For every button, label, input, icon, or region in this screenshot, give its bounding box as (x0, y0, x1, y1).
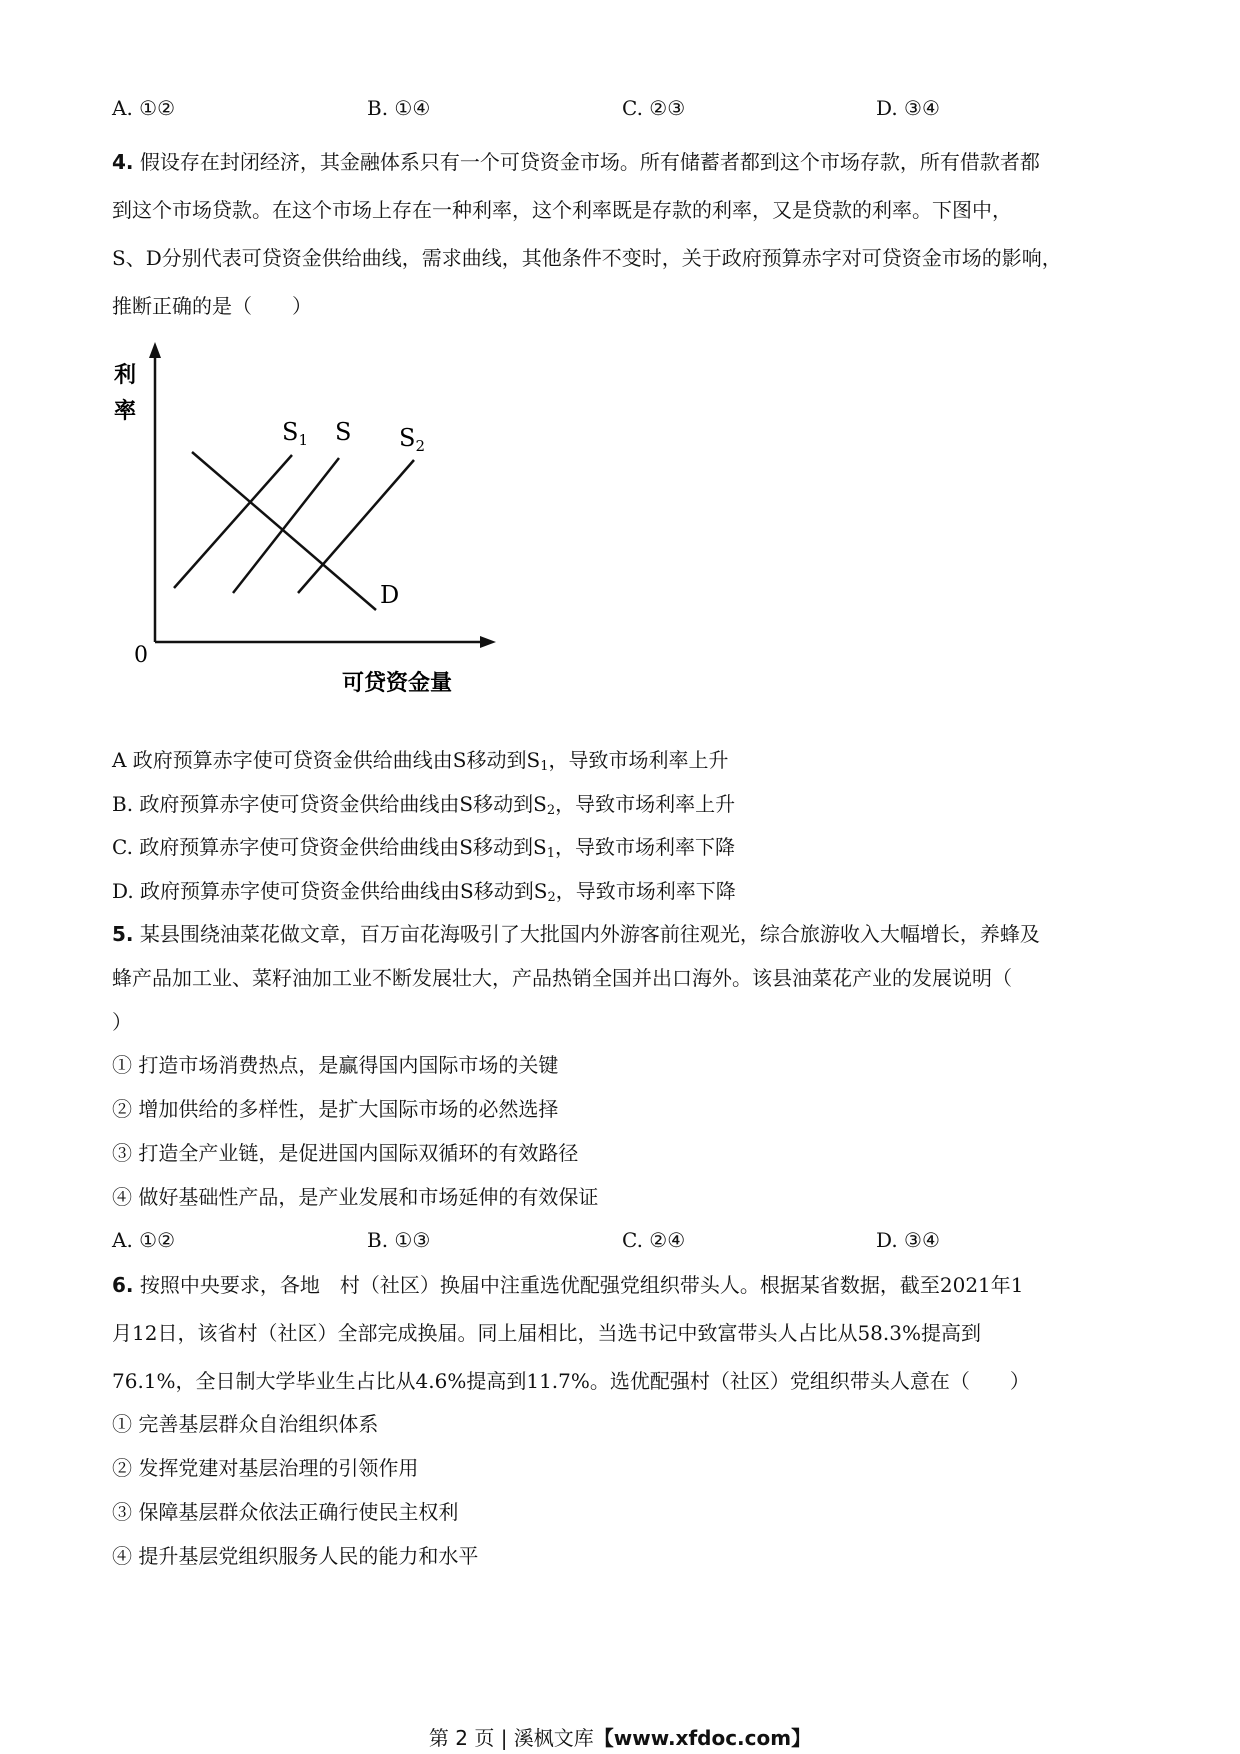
site-url[interactable]: 【www.xfdoc.com】 (593, 1726, 812, 1750)
loanable-funds-graph (112, 340, 512, 700)
y-axis-label-1: 利 (114, 362, 137, 388)
q4-stem-line-2: 到这个市场贷款。在这个市场上存在一种利率，这个利率既是存款的利率，又是贷款的利率。下图中， (112, 198, 1012, 222)
s-label: S (335, 418, 352, 446)
q4-stem-line-1: 4. 假设存在封闭经济，其金融体系只有一个可贷资金市场。所有储蓄者都到这个市场存款，所有借款者都 (112, 150, 1040, 174)
q5-stem-line-2: 蜂产品加工业、菜籽油加工业不断发展壮大，产品热销全国并出口海外。该县油菜花产业的发展说明（ (112, 966, 1012, 990)
q6-number: 6. (112, 1273, 134, 1297)
curve-s (233, 458, 339, 593)
origin-label: 0 (134, 643, 148, 668)
x-axis-label: 可贷资金量 (342, 670, 453, 696)
q5-number: 5. (112, 922, 134, 946)
q5-item-1: ① 打造市场消费热点，是赢得国内国际市场的关键 (112, 1053, 559, 1077)
site-name: 溪枫文库 (513, 1726, 594, 1750)
y-axis-label-2: 率 (114, 398, 137, 424)
q6-item-2: ② 发挥党建对基层治理的引领作用 (112, 1456, 419, 1480)
q5-option-d: D. ③④ (876, 1228, 940, 1252)
q5-item-4: ④ 做好基础性产品，是产业发展和市场延伸的有效保证 (112, 1185, 599, 1209)
curve-d (192, 452, 376, 610)
q6-item-4: ④ 提升基层党组织服务人民的能力和水平 (112, 1544, 479, 1568)
q3-option-d: D. ③④ (876, 96, 940, 120)
q5-option-c: C. ②④ (622, 1228, 686, 1252)
page-footer: 第 2 页 | 溪枫文库【www.xfdoc.com】 (428, 1726, 812, 1750)
q5-stem-line-3: ） (112, 1010, 132, 1034)
q5-option-b: B. ①③ (367, 1228, 431, 1252)
q6-item-3: ③ 保障基层群众依法正确行使民主权利 (112, 1500, 459, 1524)
q4-option-b: B. 政府预算赤字使可贷资金供给曲线由S移动到$S_2$，导致市场利率上升 (112, 792, 736, 818)
q6-stem-line-3: 76.1%，全日制大学毕业生占比从4.6%提高到11.7%。选优配强村（社区）党组织带头人意在（ ） (112, 1369, 1030, 1393)
q6-item-1: ① 完善基层群众自治组织体系 (112, 1412, 379, 1436)
q3-option-b: B. ①④ (367, 96, 431, 120)
q4-stem-line-3: S、D分别代表可贷资金供给曲线，需求曲线，其他条件不变时，关于政府预算赤字对可贷资金市场的影响， (112, 246, 1062, 270)
q4-stem-line-4: 推断正确的是（ ） (112, 294, 312, 318)
curve-s2 (298, 460, 414, 593)
q5-item-2: ② 增加供给的多样性，是扩大国际市场的必然选择 (112, 1097, 559, 1121)
q4-option-a: A 政府预算赤字使可贷资金供给曲线由S移动到$S_1$，导致市场利率上升 (112, 748, 729, 774)
q5-stem-line-1: 5. 某县围绕油菜花做文章，百万亩花海吸引了大批国内外游客前往观光，综合旅游收入大幅增长，养蜂及 (112, 922, 1040, 946)
q5-item-3: ③ 打造全产业链，是促进国内国际双循环的有效路径 (112, 1141, 579, 1165)
q3-option-a: A. ①② (112, 96, 176, 120)
q4-option-c: C. 政府预算赤字使可贷资金供给曲线由S移动到$S_1$，导致市场利率下降 (112, 835, 735, 861)
page-number: 第 2 页 (428, 1726, 495, 1750)
y-axis-arrow (149, 342, 161, 358)
q4-number: 4. (112, 150, 134, 174)
q6-stem-line-2: 月12日，该省村（社区）全部完成换届。同上届相比，当选书记中致富带头人占比从58.3%提高到 (112, 1321, 981, 1345)
q6-stem-line-1: 6. 按照中央要求，各地 村（社区）换届中注重选优配强党组织带头人。根据某省数据，截至2021年1 (112, 1273, 1024, 1297)
q5-option-a: A. ①② (112, 1228, 176, 1252)
x-axis-arrow (480, 636, 496, 648)
s1-label: $S_1$ (282, 418, 308, 449)
q3-option-c: C. ②③ (622, 96, 686, 120)
q4-option-d: D. 政府预算赤字使可贷资金供给曲线由S移动到$S_2$，导致市场利率下降 (112, 879, 736, 905)
s2-label: $S_2$ (399, 424, 425, 455)
d-label: D (380, 581, 400, 609)
